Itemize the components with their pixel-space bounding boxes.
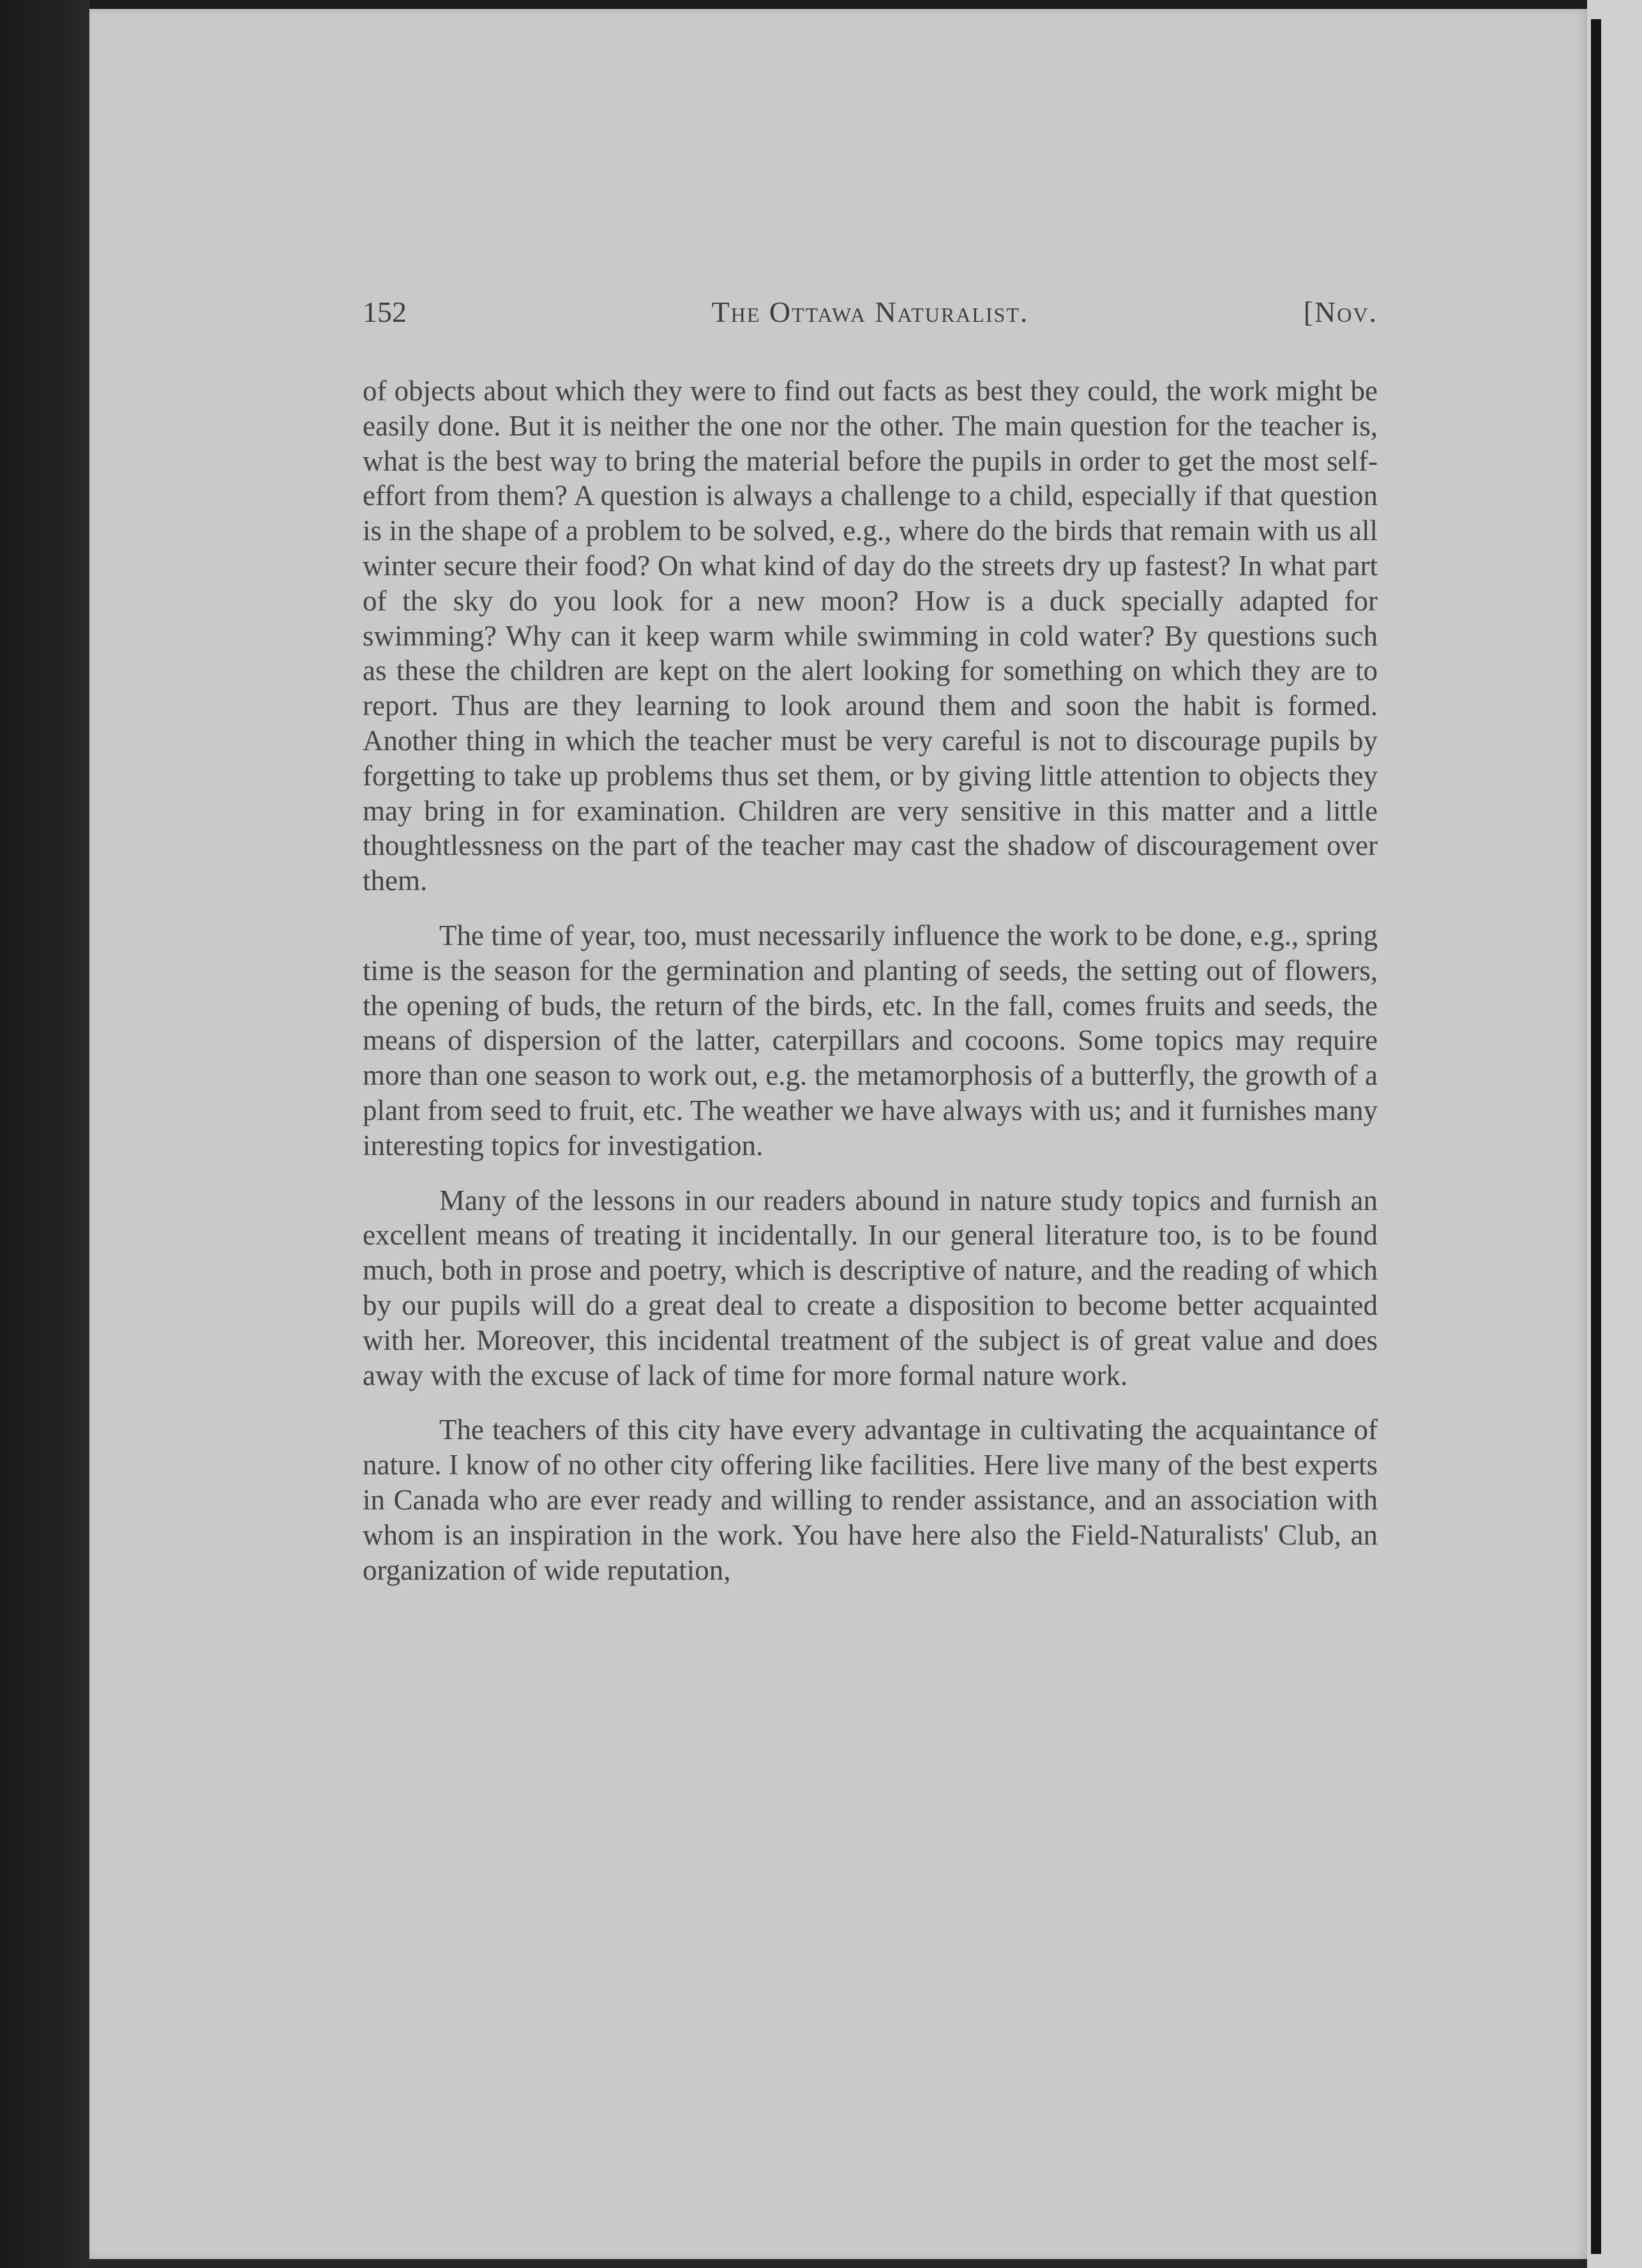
paragraph-continued: of objects about which they were to find out facts as best they could, the work might be easily done. But it is neither the one nor the other. The main question for the teacher is, what is the best way to bring the material before the pupils in order to get the most self-effort from them? A question is always a challenge to a child, especially if that question is in the shape of a problem to be solved, e.g., where do the birds that remain with us all winter secure their food? On what kind of day do the streets dry up fastest? In what part of the sky do you look for a new moon? How is a duck specially adapted for swimming? Why can it keep warm while swimming in cold water? By questions such as these the children are kept on the alert looking for something on which they are to report. Thus are they learning to look around them and soon the habit is formed. Another thing in which the teacher must be very careful is not to discourage pupils by forgetting to take up problems thus set them, or by giving little attention to objects they may bring in for examination. Children are very sensitive in this matter and a little thoughtlessness on the part of the teacher may cast the shadow of discouragement over them. [363, 375, 1378, 897]
adjacent-page-edge [1587, 0, 1642, 2268]
page-number: 152 [363, 296, 407, 328]
page-gutter-bar [1591, 19, 1601, 2254]
book-spine-shadow [0, 0, 89, 2268]
paragraph-readers: Many of the lessons in our readers abound in nature study topics and furnish an excellent means of treating it incidentally. In our general literature too, is to be found much, both in prose and poetry, which is descriptive of nature, and the reading of which by our pupils will do a great deal to create a disposition to become better acquainted with her. Moreover, this incidental treatment of the subject is of great value and does away with the excuse of lack of time for more formal nature work. [363, 1184, 1378, 1391]
running-header [363, 295, 1378, 340]
issue-month: [Nov. [1303, 296, 1378, 328]
article-body [363, 374, 1378, 1607]
paragraph-city-teachers: The teachers of this city have every advantage in cultivating the acquaintance of nature. I know of no other city offering like facilities. Here live many of the best experts in Canada who are ever ready and willing to render assistance, and an association with whom is an inspiration in the work. You have here also the Field-Naturalists' Club, an organization of wide reputation, [363, 1414, 1378, 1586]
scan-top-border [89, 0, 1587, 9]
paragraph-time-of-year: The time of year, too, must necessarily influence the work to be done, e.g., spring time is the season for the germination and planting of seeds, the setting out of flowers, the opening of buds, the return of the birds, etc. In the fall, comes fruits and seeds, the means of dispersion of the latter, caterpillars and cocoons. Some topics may require more than one season to work out, e.g. the metamorphosis of a butterfly, the growth of a plant from seed to fruit, etc. The weather we have always with us; and it furnishes many interesting topics for investigation. [363, 919, 1378, 1161]
running-title: The Ottawa Naturalist. [711, 296, 1029, 328]
